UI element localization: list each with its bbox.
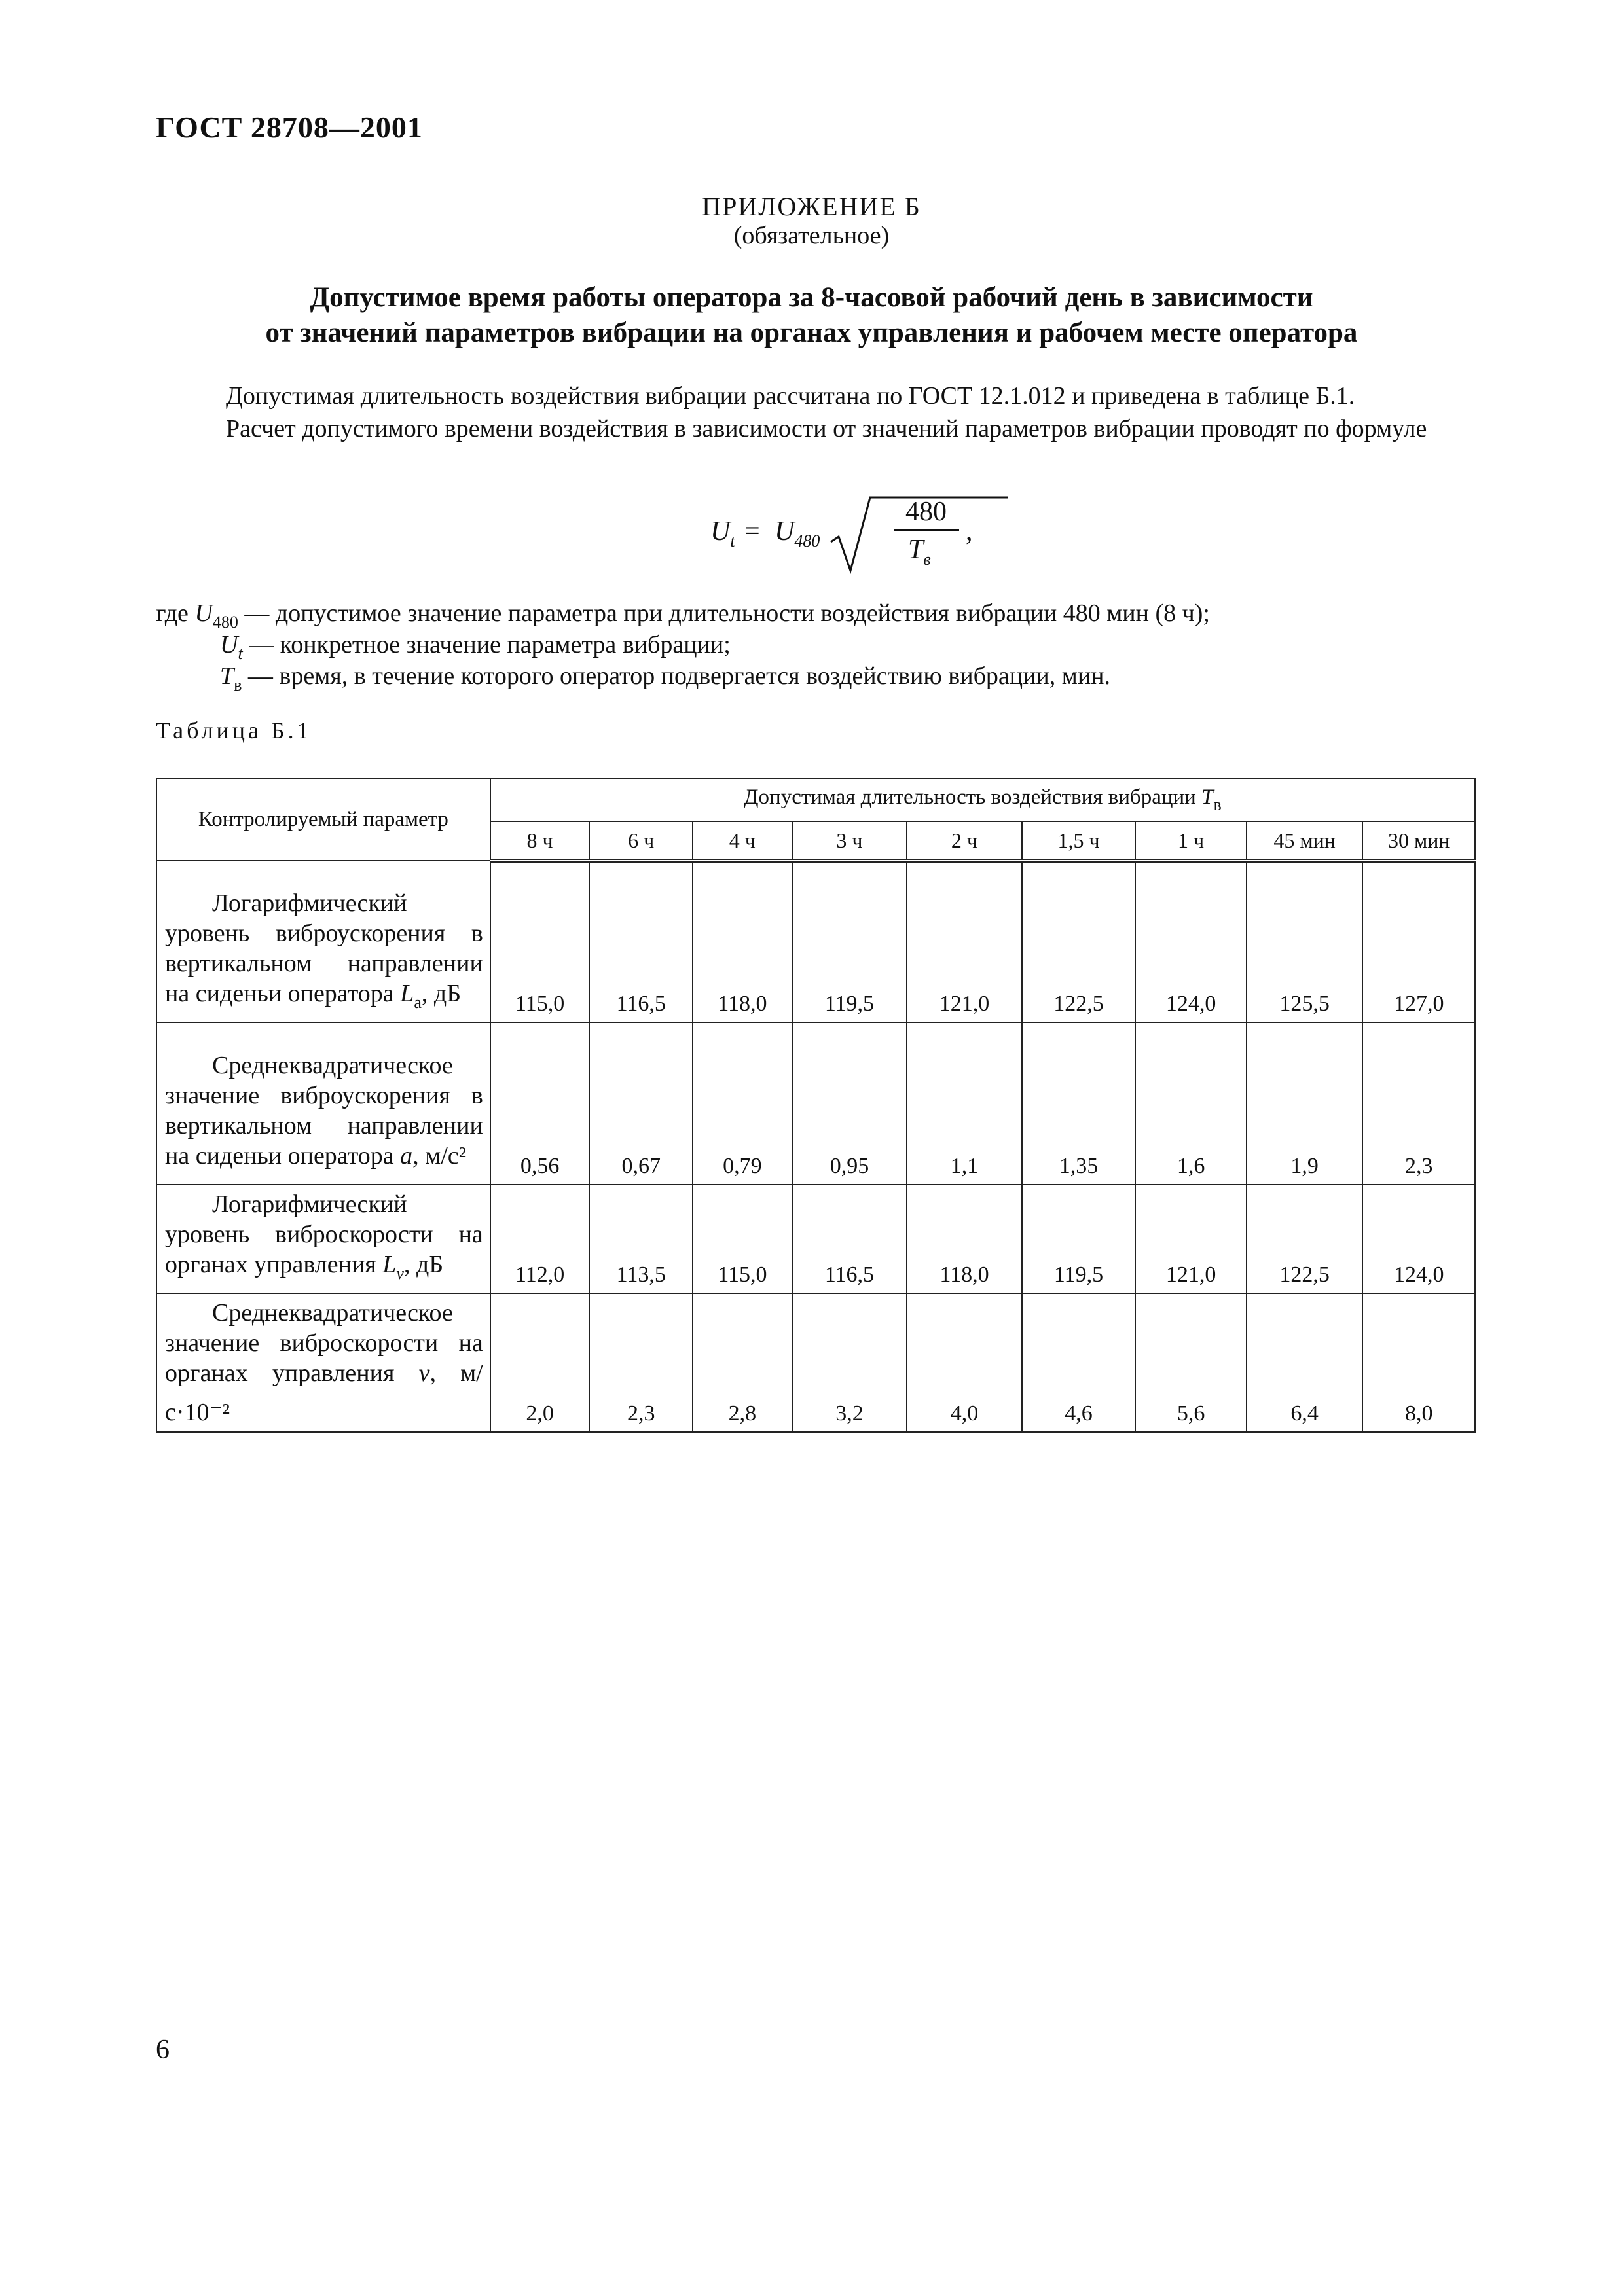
table-row [156, 1293, 1475, 1432]
value-cell: 8,0 [1362, 1293, 1475, 1432]
value-cell: 4,6 [1022, 1293, 1136, 1432]
param-column-header: Контролируемый параметр [156, 778, 490, 861]
column-header: 4 ч [693, 821, 792, 861]
where-item-1: где $U_{480}$ — допустимое значение параметра при длительности воздействия вибрации 480 мин (8 ч); [156, 600, 1210, 632]
column-header: 45 мин [1247, 821, 1363, 861]
column-header: 1 ч [1135, 821, 1247, 861]
appendix-note: (обязательное) [733, 222, 890, 249]
formula-denominator: $T_в$ [908, 535, 931, 569]
page-number: 6 [156, 2035, 170, 2065]
formula-equals: = [744, 516, 760, 547]
value-cell: 122,5 [1247, 1185, 1363, 1293]
column-header: 8 ч [490, 821, 590, 861]
value-cell: 115,0 [490, 861, 590, 1022]
formula-comma: , [966, 516, 973, 547]
column-header: 1,5 ч [1022, 821, 1136, 861]
value-cell: 5,6 [1135, 1293, 1247, 1432]
value-cell: 2,3 [1362, 1022, 1475, 1185]
formula-numerator: 480 [905, 497, 947, 527]
formula-rhs: $U_{480}$ [775, 516, 820, 550]
document-code: ГОСТ 28708—2001 [156, 111, 423, 144]
value-cell: 112,0 [490, 1185, 590, 1293]
table-row [156, 1022, 1475, 1185]
value-cell: 2,8 [693, 1293, 792, 1432]
value-cell: 4,0 [907, 1293, 1022, 1432]
where-item-3: $T_в$ — время, в течение которого оператор подвергается воздействию вибрации, мин. [220, 662, 1110, 694]
table-caption: Таблица Б.1 [156, 717, 312, 744]
value-cell: 113,5 [589, 1185, 693, 1293]
value-cell: 118,0 [907, 1185, 1022, 1293]
formula [710, 491, 1038, 576]
value-cell: 116,5 [792, 1185, 907, 1293]
param-cell: Логарифмический уровень виброускорения в вертикальном направлении на сиденьи оператора $L_a$, дБ [156, 861, 490, 1022]
value-cell: 121,0 [1135, 1185, 1247, 1293]
table-row [156, 1185, 1475, 1293]
column-header: 2 ч [907, 821, 1022, 861]
paragraph-2: Расчет допустимого времени воздействия в зависимости от значений параметров вибрации проводят по формуле [226, 415, 1427, 442]
duration-group-header: Допустимая длительность воздействия вибрации $T_в$ [490, 778, 1475, 821]
value-cell: 6,4 [1247, 1293, 1363, 1432]
value-cell: 119,5 [1022, 1185, 1136, 1293]
value-cell: 122,5 [1022, 861, 1136, 1022]
column-header: 6 ч [589, 821, 693, 861]
appendix-label: ПРИЛОЖЕНИЕ Б [702, 192, 921, 221]
section-title-line-2: от значений параметров вибрации на органах управления и рабочем месте оператора [265, 317, 1358, 348]
value-cell: 119,5 [792, 861, 907, 1022]
value-cell: 0,56 [490, 1022, 590, 1185]
where-item-2: $U_t$ — конкретное значение параметра вибрации; [220, 631, 731, 663]
vibration-table [156, 778, 1476, 1433]
value-cell: 121,0 [907, 861, 1022, 1022]
value-cell: 118,0 [693, 861, 792, 1022]
value-cell: 0,95 [792, 1022, 907, 1185]
paragraph-1: Допустимая длительность воздействия вибрации рассчитана по ГОСТ 12.1.012 и приведена в таблице Б.1. [226, 382, 1355, 410]
section-title-line-1: Допустимое время работы оператора за 8-часовой рабочий день в зависимости [310, 282, 1313, 313]
table-row [156, 861, 1475, 1022]
value-cell: 3,2 [792, 1293, 907, 1432]
value-cell: 115,0 [693, 1185, 792, 1293]
column-header: 3 ч [792, 821, 907, 861]
value-cell: 124,0 [1362, 1185, 1475, 1293]
formula-lhs: $U_t$ [710, 516, 735, 550]
column-header: 30 мин [1362, 821, 1475, 861]
param-cell: Среднеквадратическое значение виброскорости на органах управления v, м/с·10⁻² [156, 1293, 490, 1432]
value-cell: 127,0 [1362, 861, 1475, 1022]
value-cell: 125,5 [1247, 861, 1363, 1022]
value-cell: 124,0 [1135, 861, 1247, 1022]
value-cell: 2,0 [490, 1293, 590, 1432]
param-cell: Среднеквадратическое значение виброускорения в вертикальном направлении на сиденьи оператора a, м/с² [156, 1022, 490, 1185]
param-cell: Логарифмический уровень виброскорости на органах управления $L_v$, дБ [156, 1185, 490, 1293]
value-cell: 2,3 [589, 1293, 693, 1432]
value-cell: 1,1 [907, 1022, 1022, 1185]
value-cell: 0,67 [589, 1022, 693, 1185]
value-cell: 1,9 [1247, 1022, 1363, 1185]
value-cell: 1,6 [1135, 1022, 1247, 1185]
value-cell: 116,5 [589, 861, 693, 1022]
value-cell: 0,79 [693, 1022, 792, 1185]
value-cell: 1,35 [1022, 1022, 1136, 1185]
